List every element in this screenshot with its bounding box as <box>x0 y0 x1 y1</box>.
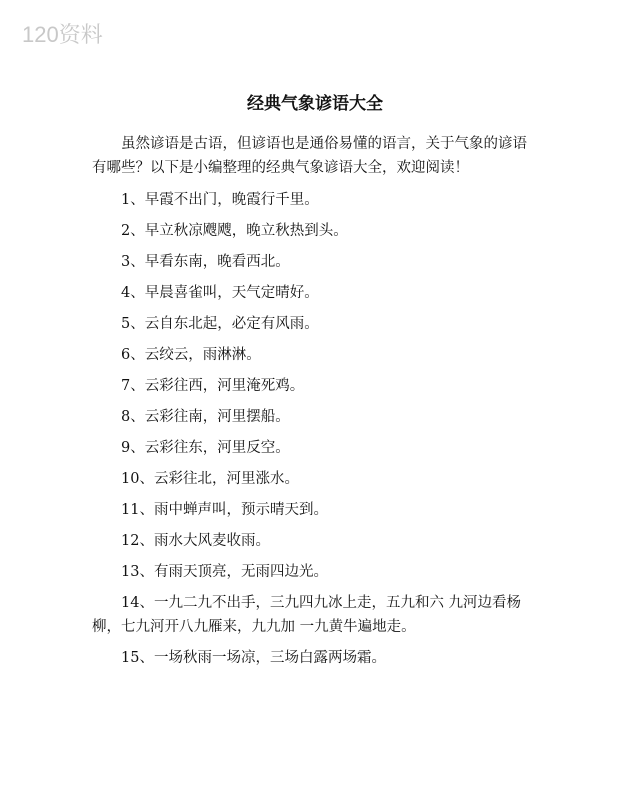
watermark: 120资料 <box>22 22 103 47</box>
proverb-item: 4、早晨喜雀叫，天气定晴好。 <box>121 285 319 301</box>
proverb-item: 6、云绞云，雨淋淋。 <box>121 347 261 363</box>
proverb-item: 14、一九二九不出手，三九四九冰上走，五九和六 九河边看杨柳，七九河开八九雁来，九九加 一九黄牛遍地走。 <box>92 595 522 635</box>
proverb-item: 9、云彩往东，河里反空。 <box>121 440 290 456</box>
proverb-item: 13、有雨天顶亮，无雨四边光。 <box>121 564 328 580</box>
proverb-item: 5、云自东北起，必定有风雨。 <box>121 316 319 332</box>
proverb-item: 11、雨中蝉声叫，预示晴天到。 <box>121 502 328 518</box>
proverb-item: 8、云彩往南，河里摆船。 <box>121 409 290 425</box>
document-body <box>92 92 538 677</box>
proverb-item: 1、早霞不出门，晚霞行千里。 <box>121 192 319 208</box>
proverb-item: 12、雨水大风麦收雨。 <box>121 533 270 549</box>
intro-paragraph: 虽然谚语是古语，但谚语也是通俗易懂的语言，关于气象的谚语有哪些？以下是小编整理的经典气象谚语大全，欢迎阅读！ <box>92 136 527 176</box>
proverb-item: 7、云彩往西，河里淹死鸡。 <box>121 378 305 394</box>
proverb-item: 3、早看东南，晚看西北。 <box>121 254 290 270</box>
proverb-item: 10、云彩往北，河里涨水。 <box>121 471 299 487</box>
proverb-item: 2、早立秋凉飕飕，晚立秋热到头。 <box>121 223 348 239</box>
page-title: 经典气象谚语大全 <box>247 94 383 114</box>
proverb-item: 15、一场秋雨一场凉，三场白露两场霜。 <box>121 650 386 666</box>
